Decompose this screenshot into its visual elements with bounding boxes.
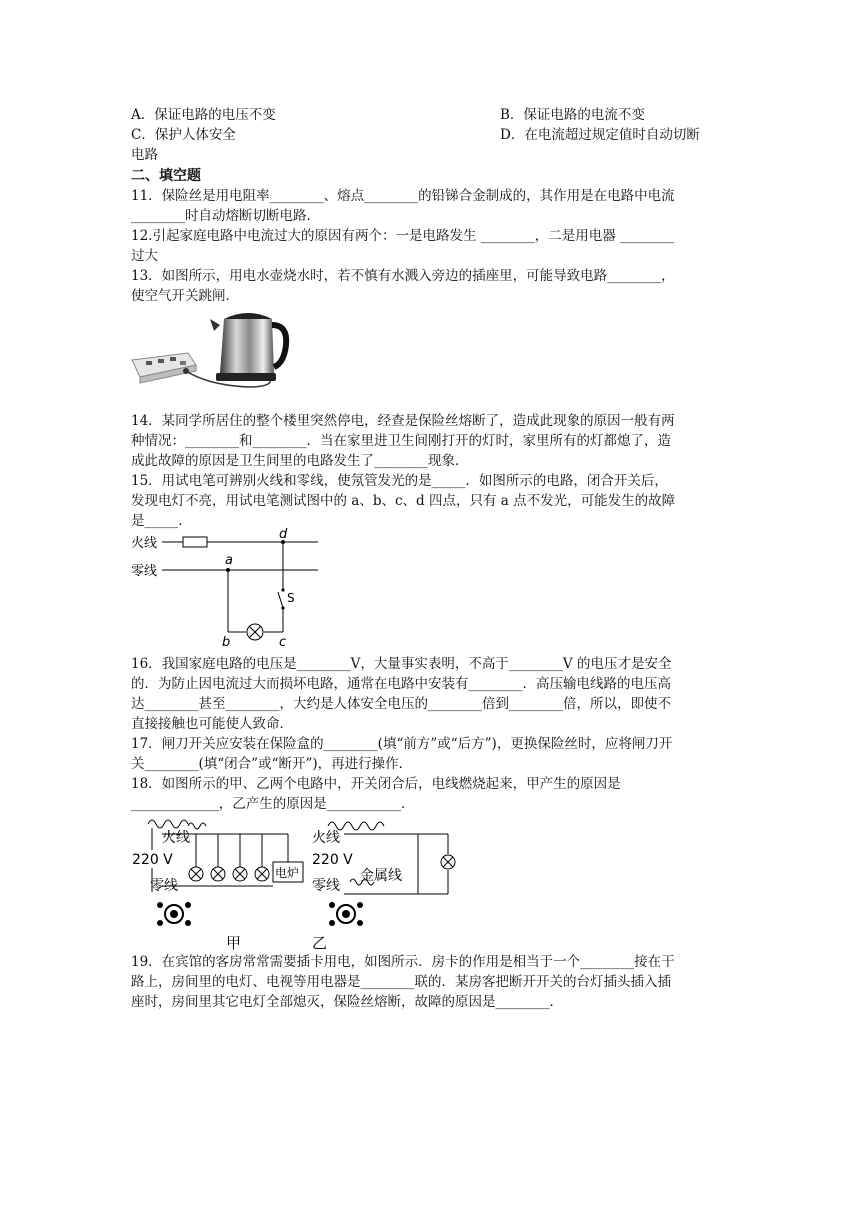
q17-line1: 17．闸刀开关应安装在保险盒的________(填“前方”或“后方”)，更换保险丝时，应将闸刀开: [131, 736, 673, 752]
circuit-diagram-18: [128, 810, 468, 950]
neutral-wire-label: 零线: [131, 564, 158, 579]
q14-line1: 14．某同学所居住的整个楼里突然停电，经查是保险丝熔断了，造成此现象的原因一般有两: [131, 413, 675, 429]
q17-line2: 关________(填“闭合”或“断开”)，再进行操作．: [131, 756, 413, 772]
person-icon: [329, 902, 363, 926]
yi-live-label: 火线: [312, 830, 340, 846]
yi-neutral-label: 零线: [312, 878, 340, 894]
q16-line1: 16．我国家庭电路的电压是________V，大量事实表明，不高于________V 的电压才是安全: [131, 656, 672, 672]
jia-voltage-label: 220 V: [132, 852, 173, 868]
q16-line4: 直接接触也可能使人致命．: [131, 716, 293, 732]
jia-live-label: 火线: [162, 830, 190, 846]
lamp-icon: [255, 867, 269, 881]
q18-line2: _____________，乙产生的原因是___________．: [131, 796, 415, 812]
option-c: C．保护人体安全: [131, 127, 236, 143]
point-b-label: b: [222, 635, 231, 648]
q19-line1: 19．在宾馆的客房常常需要插卡用电，如图所示．房卡的作用是相当于一个________接在干: [131, 954, 675, 970]
circuit-diagram-15: [128, 528, 328, 648]
section-heading: 二、填空题: [131, 168, 201, 184]
lamp-icon: [189, 867, 203, 881]
q15-line2: 发现电灯不亮，用试电笔测试图中的 a、b、c、d 四点，只有 a 点不发光，可能发生的故障: [131, 493, 676, 509]
person-icon: [157, 902, 191, 926]
power-strip-icon: [132, 353, 196, 383]
q16-line2: 的．为防止因电流过大而损坏电路，通常在电路中安装有________．高压输电线路的电压高: [131, 676, 671, 692]
q12-line1: 12.引起家庭电路中电流过大的原因有两个：一是电路发生 ________，二是用电器 ________: [131, 228, 675, 244]
option-d: D．在电流超过规定值时自动切断: [500, 127, 700, 143]
point-c-label: c: [279, 635, 287, 648]
kettle-icon: [210, 313, 286, 381]
lamp-icon: [441, 855, 455, 869]
q15-line1: 15．用试电笔可辨别火线和零线，使氖管发光的是_____．如图所示的电路，闭合开关后，: [131, 473, 668, 489]
lamp-icon: [211, 867, 225, 881]
yi-voltage-label: 220 V: [312, 852, 353, 868]
q18-line1: 18．如图所示的甲、乙两个电路中，开关闭合后，电线燃烧起来，甲产生的原因是: [131, 776, 621, 792]
q15-line3: 是_____．: [131, 513, 192, 529]
heater-label: 电炉: [275, 866, 300, 880]
point-d-label: d: [279, 528, 288, 542]
label-yi: 乙: [312, 934, 328, 950]
live-wire-label: 火线: [131, 536, 158, 551]
q19-line2: 路上，房间里的电灯、电视等用电器是________联的．某房客把断开开关的台灯插头插入插: [131, 974, 671, 990]
q12-line2: 过大: [131, 248, 158, 264]
q19-line3: 座时，房间里其它电灯全部熄灭，保险丝熔断，故障的原因是________．: [131, 994, 563, 1010]
q13-line2: 使空气开关跳闸．: [131, 288, 239, 304]
jia-neutral-label: 零线: [150, 878, 178, 894]
q14-line2: 种情况：________和________．当在家里进卫生间刚打开的灯时，家里所有的灯都熄了，造: [131, 433, 671, 449]
option-a: A．保证电路的电压不变: [131, 107, 276, 123]
option-d-continued: 电路: [131, 147, 158, 163]
label-jia: 甲: [226, 934, 242, 950]
q11-line2: ________时自动熔断切断电路．: [131, 208, 320, 224]
fuse-icon: [183, 537, 207, 547]
metal-wire-label: 金属线: [360, 868, 402, 884]
circuit-yi: [312, 822, 455, 950]
option-b: B．保证电路的电流不变: [500, 107, 645, 123]
switch-icon: [278, 588, 285, 609]
q14-line3: 成此故障的原因是卫生间里的电路发生了________现象．: [131, 453, 469, 469]
flame-icon: [148, 820, 188, 828]
switch-label: S: [287, 591, 295, 605]
point-a-label: a: [225, 553, 233, 568]
q16-line3: 达________甚至________，大约是人体安全电压的________倍到________倍，所以，即使不: [131, 696, 671, 712]
circuit-jia: [132, 820, 303, 950]
q13-line1: 13．如图所示，用电水壶烧水时，若不慎有水溅入旁边的插座里，可能导致电路________，: [131, 268, 675, 284]
lamp-icon: [233, 867, 247, 881]
flame-icon: [328, 822, 384, 830]
kettle-figure: [128, 305, 298, 400]
lamp-icon: [247, 624, 263, 640]
q11-line1: 11．保险丝是用电阻率________、熔点________的铅锑合金制成的，其作用是在电路中电流: [131, 188, 675, 204]
